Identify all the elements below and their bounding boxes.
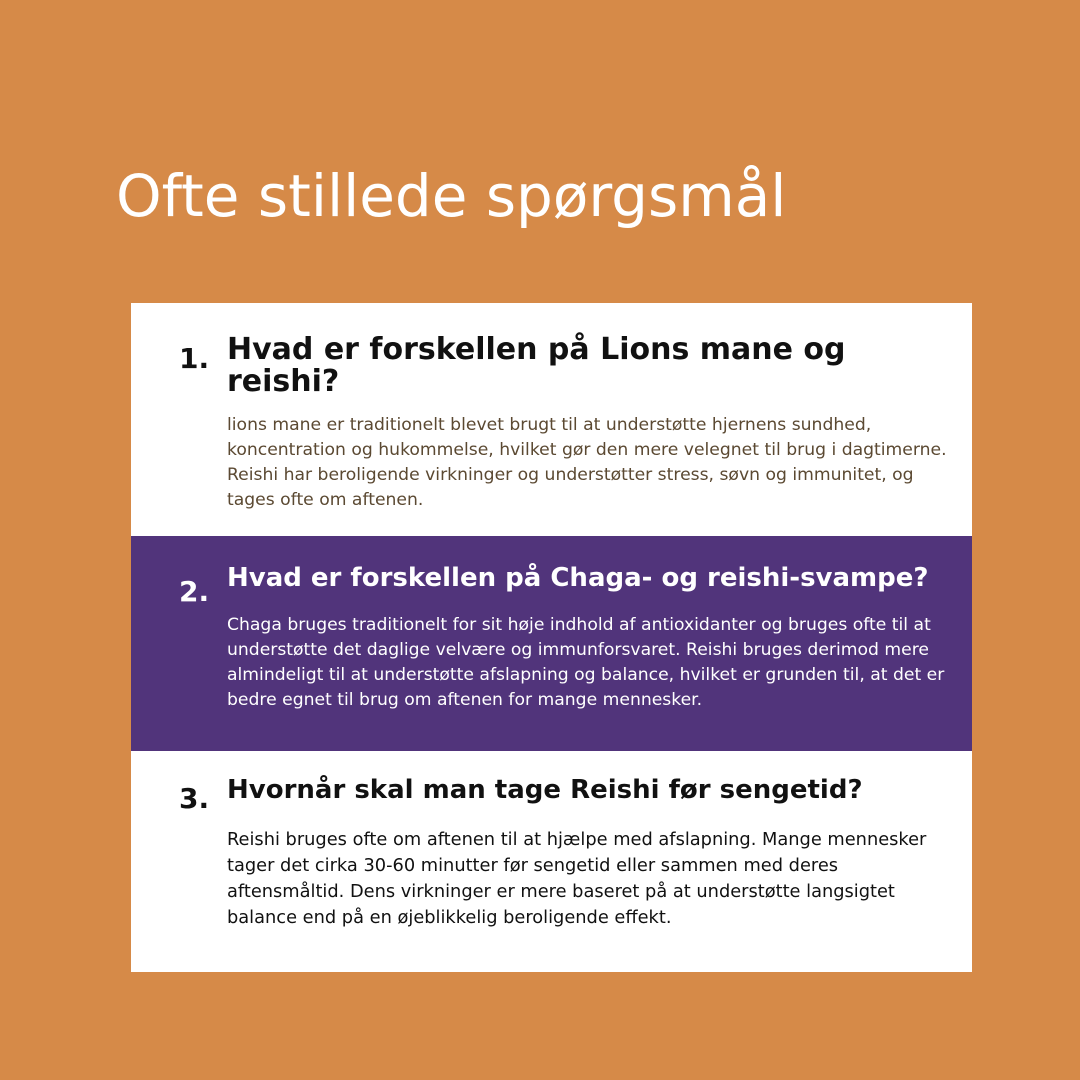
faq-item-1: [131, 303, 972, 536]
faq-question: Hvad er forskellen på Chaga- og reishi-svampe?: [227, 563, 929, 593]
faq-question: Hvad er forskellen på Lions mane og reishi?: [227, 332, 846, 399]
faq-answer: Reishi bruges ofte om aftenen til at hjælpe med afslapning. Mange mennesker tager det cirka 30-60 minutter før sengetid eller sammen med deres aftensmåltid. Dens virkninger er mere baseret på at understøtte langsigtet balance end på en øjeblikkelig beroligende effekt.: [227, 829, 927, 928]
faq-card: [131, 303, 972, 972]
faq-answer: Chaga bruges traditionelt for sit høje indhold af antioxidanter og bruges ofte til at understøtte det daglige velvære og immunforsvaret. Reishi bruges derimod mere almindeligt til at understøtte afslapning og balance, hvilket er grunden til, at det er bedre egnet til brug om aftenen for mange mennesker.: [227, 615, 945, 710]
faq-question: Hvornår skal man tage Reishi før sengetid?: [227, 775, 863, 805]
faq-answer: lions mane er traditionelt blevet brugt til at understøtte hjernens sundhed, koncentration og hukommelse, hvilket gør den mere velegnet til brug i dagtimerne. Reishi har beroligende virkninger og understøtter stress, søvn og immunitet, og tages ofte om aftenen.: [227, 415, 947, 510]
faq-item-3: [131, 751, 972, 972]
page-title: Ofte stillede spørgsmål: [116, 162, 787, 230]
faq-number: 3.: [179, 782, 210, 815]
faq-item-2-highlighted: [131, 536, 972, 751]
faq-number: 2.: [179, 575, 210, 608]
faq-number: 1.: [179, 342, 210, 375]
